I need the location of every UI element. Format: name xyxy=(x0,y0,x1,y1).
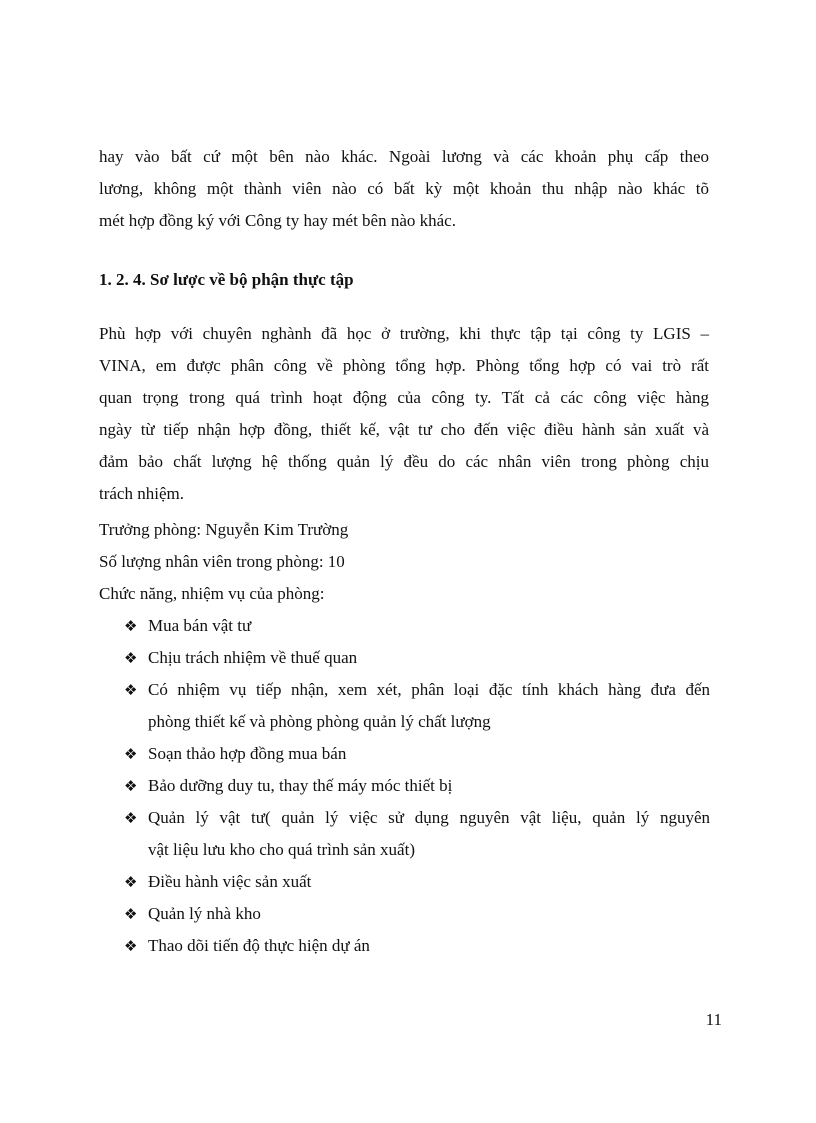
list-item-text: phòng thiết kế và phòng phòng quản lý chất lượng xyxy=(148,712,491,731)
list-item xyxy=(124,674,710,738)
list-item xyxy=(124,738,710,770)
functions-list xyxy=(124,610,710,962)
body-paragraph-line: đảm bảo chất lượng hệ thống quản lý đều do các nhân viên trong phòng chịu xyxy=(99,452,709,471)
body-paragraph-line: quan trọng trong quá trình hoạt động của công ty. Tất cả các công việc hàng xyxy=(99,388,709,407)
section-heading: 1. 2. 4. Sơ lược về bộ phận thực tập xyxy=(99,270,354,289)
diamond-bullet-icon: ❖ xyxy=(124,905,138,923)
intro-paragraph-line: hay vào bất cứ một bên nào khác. Ngoài lương và các khoản phụ cấp theo xyxy=(99,147,709,166)
body-paragraph-line: ngày từ tiếp nhận hợp đồng, thiết kế, vật tư cho đến việc điều hành sản xuất và xyxy=(99,420,709,439)
list-item xyxy=(124,802,710,866)
intro-paragraph-line: mét hợp đồng ký với Công ty hay mét bên nào khác. xyxy=(99,211,456,230)
diamond-bullet-icon: ❖ xyxy=(124,681,138,699)
diamond-bullet-icon: ❖ xyxy=(124,649,138,667)
body-paragraph-line: trách nhiệm. xyxy=(99,484,184,503)
list-item xyxy=(124,610,710,642)
list-item xyxy=(124,642,710,674)
body-paragraph xyxy=(99,318,709,510)
staff-count-line: Số lượng nhân viên trong phòng: 10 xyxy=(99,552,345,571)
list-item-text: Mua bán vật tư xyxy=(148,616,252,635)
list-item xyxy=(124,930,710,962)
list-item-text: Soạn thảo hợp đồng mua bán xyxy=(148,744,347,763)
diamond-bullet-icon: ❖ xyxy=(124,617,138,635)
list-item xyxy=(124,898,710,930)
list-item xyxy=(124,866,710,898)
list-item-text: Chịu trách nhiệm về thuế quan xyxy=(148,648,358,667)
body-paragraph-line: Phù hợp với chuyên nghành đã học ở trường, khi thực tập tại công ty LGIS – xyxy=(99,324,709,343)
list-item-text: Điều hành việc sản xuất xyxy=(148,872,312,891)
diamond-bullet-icon: ❖ xyxy=(124,873,138,891)
list-item-text: Quản lý nhà kho xyxy=(148,904,261,923)
intro-paragraph xyxy=(99,141,709,237)
list-item-text: Thao dõi tiến độ thực hiện dự án xyxy=(148,936,370,955)
manager-line: Trưởng phòng: Nguyễn Kim Trường xyxy=(99,520,349,539)
list-item-text: Quản lý vật tư( quản lý việc sử dụng nguyên vật liệu, quản lý nguyên xyxy=(148,808,710,827)
body-paragraph-line: VINA, em được phân công về phòng tổng hợp. Phòng tổng hợp có vai trò rất xyxy=(99,356,709,375)
diamond-bullet-icon: ❖ xyxy=(124,937,138,955)
intro-paragraph-line: lương, không một thành viên nào có bất kỳ một khoản thu nhập nào khác tõ xyxy=(99,179,709,198)
list-item-text: Bảo dưỡng duy tu, thay thế máy móc thiết bị xyxy=(148,776,453,795)
diamond-bullet-icon: ❖ xyxy=(124,809,138,827)
diamond-bullet-icon: ❖ xyxy=(124,777,138,795)
page-number: 11 xyxy=(705,1010,722,1029)
list-item xyxy=(124,770,710,802)
diamond-bullet-icon: ❖ xyxy=(124,745,138,763)
list-item-text: vật liệu lưu kho cho quá trình sản xuất) xyxy=(148,840,415,859)
functions-intro: Chức năng, nhiệm vụ của phòng: xyxy=(99,584,325,603)
list-item-text: Có nhiệm vụ tiếp nhận, xem xét, phân loại đặc tính khách hàng đưa đến xyxy=(148,680,710,699)
